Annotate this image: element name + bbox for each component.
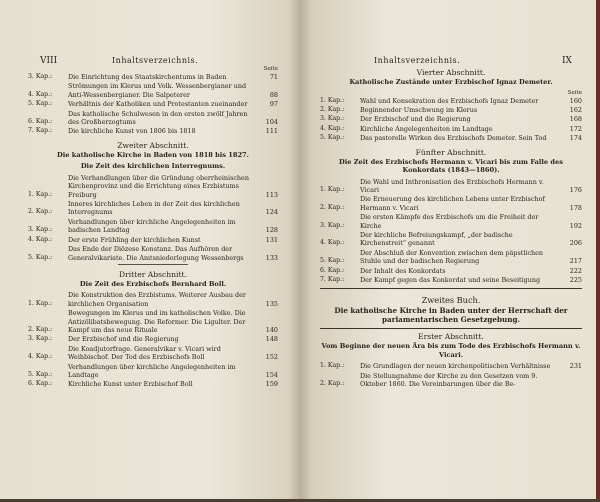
page-ref: 174 (569, 134, 582, 143)
page-ref: 111 (265, 127, 278, 136)
page-ref: 172 (569, 124, 582, 133)
chapter-number: 4. Kap.: (320, 124, 345, 132)
chapter-number: 5. Kap.: (28, 371, 53, 379)
section-title: Die Zeit des Erzbischofs Bernhard Boll. (79, 279, 227, 288)
chapter-number: 3. Kap.: (320, 221, 345, 229)
toc-entry (320, 125, 582, 133)
book-cover-edge (596, 0, 600, 502)
page-ref: 131 (265, 235, 278, 244)
book-heading: Zweites Buch. (421, 295, 481, 306)
toc-entries (320, 362, 582, 388)
chapter-title: Verhandlungen über kirchliche Angelegenheiten im Landtage (68, 362, 236, 380)
chapter-title: Der Erzbischof und die Regierung (360, 115, 471, 124)
chapter-title: Das pastorelle Wirken des Erzbischofs Demeter. Sein Tod (360, 134, 547, 143)
chapter-number: 3. Kap.: (28, 73, 53, 80)
section-title: Die katholische Kirche in Baden von 1818 bis 1827. (57, 150, 249, 159)
seite-label: Seite (567, 89, 582, 96)
toc-entry (28, 110, 278, 127)
toc-entry (320, 106, 582, 114)
chapter-number: 5. Kap.: (28, 253, 53, 261)
chapter-number: 6. Kap.: (320, 266, 345, 274)
section-subtitle: Die Zeit des kirchlichen Interregnums. (80, 162, 226, 171)
chapter-number: 4. Kap.: (28, 353, 53, 361)
chapter-number: 5. Kap.: (28, 100, 53, 108)
chapter-number: 7. Kap.: (320, 276, 345, 283)
chapter-number: 4. Kap.: (28, 235, 53, 243)
page-ref: 162 (569, 105, 582, 114)
chapter-number: 1. Kap.: (28, 190, 53, 198)
page-ref: 88 (269, 90, 278, 99)
chapter-number: 3. Kap.: (28, 226, 53, 234)
running-header: Inhaltsverzeichnis. (112, 56, 199, 65)
toc-entry (28, 174, 278, 199)
chapter-title: Die Einrichtung des Staatskirchentums in Baden (68, 73, 227, 81)
toc-entry (28, 73, 278, 81)
page-ref: 222 (569, 266, 582, 275)
toc-entries (28, 291, 278, 388)
chapter-title: Die Wahl und Inthronisation des Erzbischofs Hermann v. Vicari (360, 177, 544, 194)
toc-entries (28, 174, 278, 262)
toc-entry (320, 267, 582, 275)
chapter-title: Der Kampf gegen das Konkordat und seine Beseitigung (360, 276, 541, 284)
page-ref: 152 (265, 353, 278, 362)
page-ref: 217 (569, 257, 582, 266)
chapter-title: Der Abschluß der Konvention zwischen dem päpstlichen Stuhle und der badischen Regierung (360, 248, 544, 266)
toc-entries (320, 97, 582, 143)
toc-entry (28, 127, 278, 135)
chapter-title: Verhältnis der Katholiken und Protestanten zueinander (68, 100, 248, 109)
toc-entry (28, 380, 278, 388)
section-heading: Dritter Abschnitt. (118, 269, 187, 279)
toc-entry (320, 276, 582, 284)
chapter-number: 6. Kap.: (28, 380, 53, 388)
chapter-number: 4. Kap.: (320, 239, 345, 247)
chapter-number: 3. Kap.: (28, 335, 53, 343)
toc-entry (28, 309, 278, 334)
chapter-title: Beginnender Umschwung im Klerus (360, 105, 478, 114)
chapter-title: Wahl und Konsekration des Erzbischofs Ignaz Demeter (360, 96, 539, 105)
right-page (300, 0, 600, 502)
toc-entry (28, 245, 278, 262)
toc-entry (320, 362, 582, 370)
toc-entry (320, 134, 582, 142)
chapter-number: 1. Kap.: (28, 299, 53, 307)
section-heading: Erster Abschnitt. (418, 332, 484, 342)
chapter-number: 2. Kap.: (28, 326, 53, 334)
chapter-title: Der Erzbischof und die Regierung (68, 335, 179, 344)
page-ref: 104 (265, 118, 278, 127)
toc-entry (320, 231, 582, 248)
book-title: Die katholische Kirche in Baden unter der Herrschaft der parlamentarischen Gesetzgebung. (334, 306, 568, 325)
chapter-number: 1. Kap.: (320, 362, 345, 370)
page-ref: 71 (269, 73, 278, 81)
page-ref: 128 (265, 226, 278, 235)
section-heading: Vierter Abschnitt. (416, 68, 486, 77)
page-ref: 178 (569, 203, 582, 212)
page-ref: 113 (265, 190, 278, 199)
toc-entry (28, 335, 278, 343)
toc-entries (28, 73, 278, 136)
toc-entry (320, 115, 582, 123)
chapter-number: 3. Kap.: (320, 115, 345, 123)
chapter-number: 7. Kap.: (28, 127, 53, 135)
chapter-number: 4. Kap.: (28, 90, 53, 98)
page-ref: 231 (569, 362, 582, 371)
toc-entry (320, 372, 582, 389)
section-title: Die Zeit des Erzbischofs Hermann v. Vicari bis zum Falle des Konkordats (1843—1860). (339, 157, 563, 175)
chapter-title: Die Stellungnahme der Kirche zu den Gesetzen vom 9. Oktober 1860. Die Vereinbarungen über die Be- (360, 371, 538, 389)
chapter-title: Die Koadjutorfrage. Generalvikar v. Vicari wird Weihbischof. Der Tod des Erzbischofs Boll (68, 344, 221, 362)
toc-entry (28, 291, 278, 308)
chapter-title: Das katholische Schulwesen in den ersten zwölf Jahren des Großherzogtums (68, 109, 248, 127)
page-ref: 97 (269, 100, 278, 109)
page-ref: 148 (265, 335, 278, 344)
chapter-title: Der Inhalt des Konkordats (360, 266, 446, 275)
toc-entry (320, 213, 582, 230)
toc-entries (320, 178, 582, 285)
page-ref: 206 (569, 239, 582, 248)
chapter-title: Das Ende der Diözese Konstanz. Das Aufhören der Generalvikariate. Die Amtsniederlegung Wessenbergs (68, 245, 244, 262)
page-ref: 135 (265, 299, 278, 308)
chapter-title: Der erste Frühling der kirchlichen Kunst (68, 235, 201, 244)
page-ref: 160 (569, 96, 582, 105)
chapter-title: Kirchliche Kunst unter Erzbischof Boll (68, 380, 193, 389)
page-ref: 176 (569, 185, 582, 194)
page-number: IX (562, 56, 572, 66)
toc-entry (28, 236, 278, 244)
toc-entry (320, 249, 582, 266)
chapter-number: 1. Kap.: (320, 96, 345, 104)
toc-content (28, 66, 278, 390)
toc-entry (28, 82, 278, 99)
chapter-title: Die Erneuerung des kirchlichen Lebens unter Erzbischof Hermann v. Vicari (360, 195, 545, 212)
section-title: Vom Beginne der neuen Ära bis zum Tode des Erzbischofs Hermann v. Vicari. (321, 342, 581, 359)
chapter-title: Der kirchliche Befreiungskampf, „der badische Kirchenstreit“ genannt (360, 230, 513, 248)
page-ref: 168 (569, 115, 582, 124)
page-ref: 133 (265, 253, 278, 262)
chapter-number: 5. Kap.: (320, 257, 345, 265)
toc-entry (28, 200, 278, 217)
chapter-number: 5. Kap.: (320, 134, 345, 142)
chapter-number: 2. Kap.: (320, 105, 345, 113)
chapter-title: Die Konstruktion des Erzbistums. Weiterer Ausbau der kirchlichen Organisation (68, 291, 246, 308)
section-heading: Zweiter Abschnitt. (117, 140, 189, 150)
page-ref: 124 (265, 208, 278, 217)
toc-entry (320, 97, 582, 105)
chapter-number: 1. Kap.: (320, 185, 345, 193)
toc-entry (28, 100, 278, 108)
seite-label: Seite (263, 66, 278, 72)
chapter-title: Kirchliche Angelegenheiten im Landtage (360, 124, 493, 133)
chapter-number: 2. Kap.: (28, 208, 53, 216)
divider (320, 288, 582, 289)
page-ref: 154 (265, 371, 278, 380)
chapter-number: 6. Kap.: (28, 118, 53, 126)
chapter-number: 2. Kap.: (320, 380, 345, 388)
toc-entry (320, 195, 582, 212)
chapter-title: Verhandlungen über kirchliche Angelegenheiten im badischen Landtag (68, 217, 236, 235)
toc-entry (28, 345, 278, 362)
toc-entry (320, 178, 582, 195)
toc-entry (28, 363, 278, 380)
divider (118, 264, 188, 265)
chapter-title: Die kirchliche Kunst von 1806 bis 1818 (68, 127, 196, 136)
chapter-title: Strömungen im Klerus und Volk. Wessenbergianer und Anti-Wessenbergianer. Die Salpeterer (68, 82, 247, 99)
divider (320, 328, 582, 329)
toc-content (320, 66, 582, 390)
page-ref: 159 (265, 380, 278, 389)
chapter-title: Bewegungen im Klerus und im katholischen Volke. Die Antizölibatsbewegung. Die Reformer. Die Ligulter. Der Kampf um das neue Rituale (68, 309, 246, 335)
section-heading: Fünfter Abschnitt. (415, 147, 487, 157)
page-ref: 225 (569, 276, 582, 284)
page-number: VIII (40, 56, 58, 66)
chapter-number: 2. Kap.: (320, 203, 345, 211)
running-header: Inhaltsverzeichnis. (374, 56, 461, 65)
chapter-title: Die ersten Kämpfe des Erzbischofs um die Freiheit der Kirche (360, 213, 539, 230)
chapter-title: Die Verhandlungen über die Gründung oberrheinischen Kirchenprovinz und die Errichtung eines Erzbistums Freiburg (68, 173, 249, 199)
toc-entry (28, 218, 278, 235)
page-ref: 140 (265, 326, 278, 335)
section-title: Katholische Zustände unter Erzbischof Ignaz Demeter. (349, 78, 553, 86)
page-ref: 192 (569, 221, 582, 230)
chapter-title: Die Grundlagen der neuen kirchenpolitischen Verhältnisse (360, 362, 551, 371)
chapter-title: Inneres kirchliches Leben in der Zeit des kirchlichen Interregnums (68, 200, 240, 217)
